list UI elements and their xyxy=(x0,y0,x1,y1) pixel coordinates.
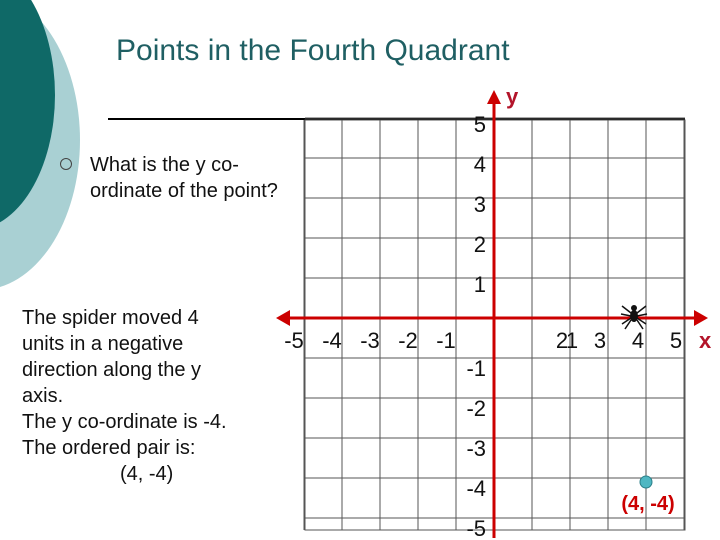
x-axis-label: x xyxy=(699,328,712,353)
x-axis-arrow-right xyxy=(694,310,708,326)
y-axis-label: y xyxy=(506,84,519,109)
slide-title: Points in the Fourth Quadrant xyxy=(116,34,510,67)
spider-leg xyxy=(622,306,631,313)
answer-line: units in a negative xyxy=(22,333,184,355)
x-tick-label: -2 xyxy=(398,328,418,353)
y-tick-label: -2 xyxy=(466,396,486,421)
question-text: What is the y co-ordinate of the point? xyxy=(90,154,278,202)
answer-line: The spider moved 4 xyxy=(22,307,199,329)
x-tick-label: 5 xyxy=(669,328,683,353)
point-label: (4, -4) xyxy=(621,493,675,515)
y-tick-label: -1 xyxy=(466,356,486,381)
y-tick-label: -3 xyxy=(466,436,486,461)
y-tick-label: 3 xyxy=(473,192,486,217)
x-tick-label: -5 xyxy=(284,328,304,353)
x-axis-arrow-left xyxy=(276,310,290,326)
spider-head xyxy=(631,305,637,311)
answer-line: The y co-ordinate is -4. xyxy=(22,411,227,433)
y-tick-label: 1 xyxy=(473,272,486,297)
x-tick-label: -3 xyxy=(360,328,380,353)
x-tick-label: -4 xyxy=(322,328,342,353)
tick-labels xyxy=(284,112,682,540)
marks xyxy=(621,305,675,515)
x-tick-label: -1 xyxy=(436,328,456,353)
y-tick-label: 5 xyxy=(473,112,486,137)
y-tick-label: 4 xyxy=(473,152,486,177)
x-tick-label: 1 xyxy=(565,328,579,353)
spider-leg xyxy=(621,314,631,316)
axes xyxy=(276,84,712,538)
x-tick-label: 4 xyxy=(631,328,645,353)
x-tick-label: 3 xyxy=(593,328,607,353)
y-axis-arrow-up xyxy=(487,90,501,104)
answer-line-ordered-pair: (4, -4) xyxy=(120,463,174,485)
answer-line: direction along the y xyxy=(22,359,202,381)
y-tick-label: -4 xyxy=(466,476,486,501)
plotted-point xyxy=(640,476,652,488)
y-tick-label: -5 xyxy=(466,516,486,540)
x-tick-label: 2 xyxy=(555,328,569,353)
y-tick-label: 2 xyxy=(473,232,486,257)
answer-line: The ordered pair is: xyxy=(22,437,196,459)
answer-line: axis. xyxy=(22,385,64,407)
spider-leg xyxy=(637,306,646,313)
